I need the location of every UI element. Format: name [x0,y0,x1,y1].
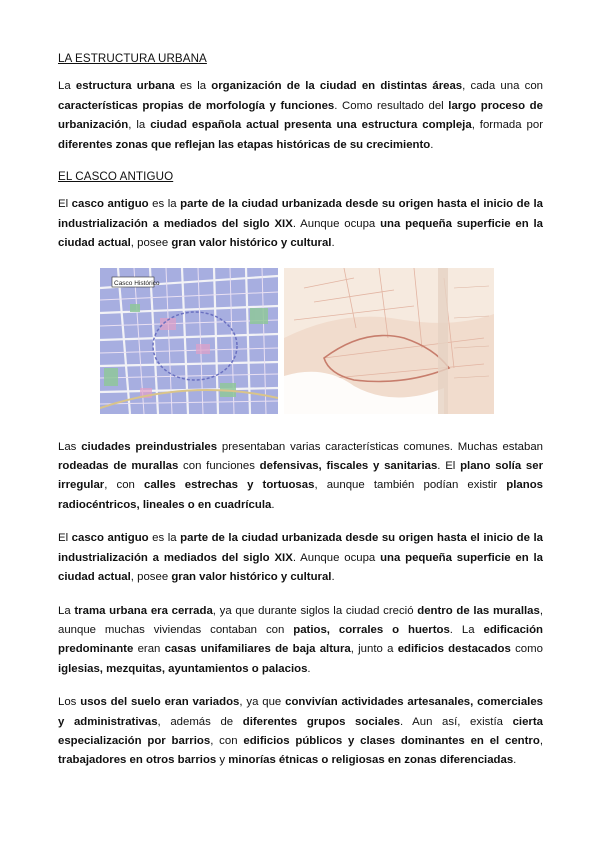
bold-text-run: usos del suelo eran variados [80,696,240,709]
city-map-image-left [100,268,278,414]
text-run: , aunque muchas viviendas contaban con [58,604,543,636]
text-run: . Como resultado del [334,99,449,112]
text-run: . La [449,623,484,636]
text-run: , [539,734,543,747]
text-run: . [331,237,335,250]
text-run: , con [210,734,244,747]
bold-text-run: cierta especialización por barrios [58,715,543,747]
text-run: , posee [130,237,172,250]
bold-text-run: casco antiguo [71,198,149,211]
paragraph-casco-intro [58,195,543,253]
bold-text-run: defensivas, fiscales y sanitarias [259,460,438,473]
colored-street-map [100,268,278,414]
text-run: . [513,754,517,767]
text-run: es la [148,198,181,211]
text-run: y [216,754,229,767]
bold-text-run: edificación predominante [58,623,543,656]
bold-text-run: trama urbana era cerrada [74,604,213,617]
bold-text-run: edificios destacados [397,643,511,656]
bold-text-run: minorías étnicas o religiosas en zonas diferenciadas [228,754,514,767]
text-run: El [58,198,72,211]
text-run: . Aun así, existía [400,715,513,728]
map-label: Casco Histórico [114,279,160,287]
text-run: presentaban varias características comunes. Muchas estaban [217,440,544,453]
bold-text-run: trabajadores en otros barrios [58,754,217,767]
bold-text-run: patios, corrales o huertos [293,623,450,636]
bold-text-run: calles estrechas y tortuosas [143,479,315,492]
bold-text-run: gran valor histórico y cultural [171,571,332,584]
bold-text-run: gran valor histórico y cultural [171,237,332,250]
bold-text-run: diferentes grupos sociales [242,715,401,728]
bold-text-run: parte de la ciudad urbanizada desde su origen hasta el inicio de la industrialización a mediados del siglo XIX [58,532,543,564]
text-run: es la [174,80,212,93]
heading-estructura-urbana: LA ESTRUCTURA URBANA [58,52,207,65]
text-run: . [271,498,275,511]
bold-text-run: organización de la ciudad en distintas áreas [211,80,463,93]
paragraph-usos-del-suelo [58,693,543,771]
text-run: como [510,643,543,656]
map-images [100,268,496,414]
bold-text-run: convivían actividades artesanales, comerciales y administrativas [58,696,543,728]
city-map-image-right [284,268,494,414]
bold-text-run: ciudades preindustriales [81,440,218,453]
paragraph-trama-urbana [58,602,543,680]
bold-text-run: planos radiocéntricos, lineales o en cuadrícula [58,479,544,511]
paragraph-casco-repeat [58,529,543,587]
bold-text-run: ciudad española actual presenta una estructura compleja [150,119,472,132]
text-run: , además de [157,715,243,728]
text-run: El [58,532,72,545]
bold-text-run: plano solía ser irregular [58,460,544,492]
text-run: , aunque también podían existir [314,479,507,492]
text-run: , con [104,479,144,492]
bold-text-run: iglesias, mezquitas, ayuntamientos o palacios [58,662,308,675]
text-run: es la [148,532,181,545]
text-run: con funciones [178,460,260,473]
bold-text-run: características propias de morfología y funciones [58,99,335,112]
text-run: , la [128,119,151,132]
bold-text-run: dentro de las murallas [417,604,540,617]
historic-plan-map [284,268,494,414]
text-run: . [307,662,311,675]
text-run: , formada por [471,119,543,132]
text-run: , cada una con [462,80,543,93]
text-run: La [58,80,76,93]
text-run: . [331,571,335,584]
text-run: . Aunque ocupa [292,217,381,230]
text-run: , posee [130,571,172,584]
text-run: , ya que [239,696,286,709]
bold-text-run: estructura urbana [75,80,175,93]
text-run: , ya que durante siglos la ciudad creció [212,604,418,617]
bold-text-run: casas unifamiliares de baja altura [164,643,351,656]
bold-text-run: largo proceso de urbanización [58,99,543,132]
text-run: Las [58,440,82,453]
document-content [58,49,543,771]
bold-text-run: rodeadas de murallas [58,460,179,473]
bold-text-run: edificios públicos y clases dominantes en el centro [243,734,540,747]
text-run: . [430,138,434,151]
text-run: Los [58,696,81,709]
bold-text-run: casco antiguo [71,532,149,545]
heading-casco-antiguo: EL CASCO ANTIGUO [58,170,174,184]
text-run: eran [133,643,165,656]
bold-text-run: una pequeña superficie en la ciudad actual [58,217,543,250]
paragraph-estructura [58,77,543,155]
paragraph-ciudades-preindustriales [58,438,543,516]
text-run: . El [437,460,461,473]
bold-text-run: una pequeña superficie en la ciudad actual [58,551,543,584]
text-run: . Aunque ocupa [292,551,381,564]
bold-text-run: diferentes zonas que reflejan las etapas históricas de su crecimiento [58,138,431,151]
text-run: La [58,604,75,617]
bold-text-run: parte de la ciudad urbanizada desde su origen hasta el inicio de la industrialización a mediados del siglo XIX [58,198,543,230]
text-run: , junto a [350,643,398,656]
